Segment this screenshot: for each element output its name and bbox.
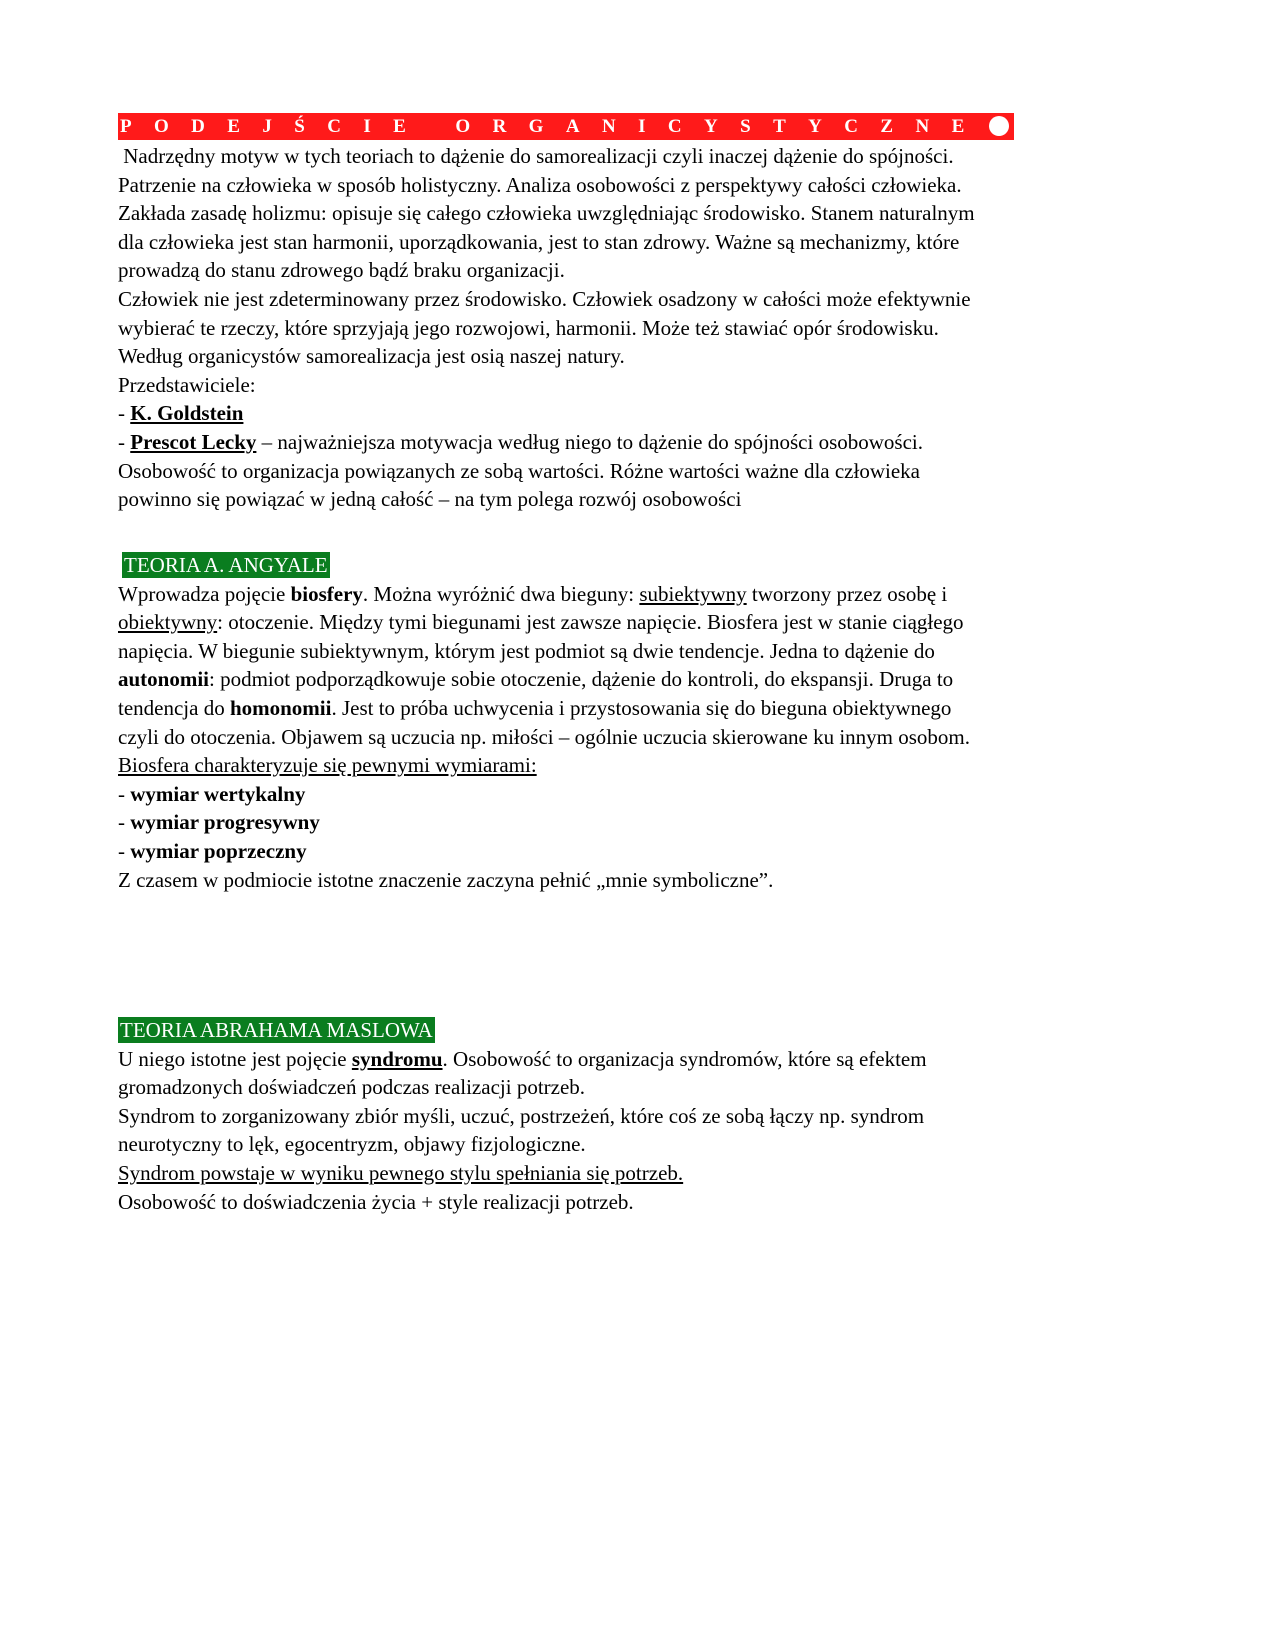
text-line: U niego istotne jest pojęcie syndromu. Osobowość to organizacja syndromów, które są efektem [118,1046,927,1071]
text-line: Syndrom powstaje w wyniku pewnego stylu spełniania się potrzeb. [118,1160,684,1185]
bullet-circle-icon [989,116,1009,136]
representative-goldstein: - K. Goldstein [118,401,244,426]
text-line: Patrzenie na człowieka w sposób holistyczny. Analiza osobowości z perspektywy całości człowieka. [118,172,962,197]
section-title-green: TEORIA A. ANGYALE [124,553,328,577]
text-line: Człowiek nie jest zdeterminowany przez środowisko. Człowiek osadzony w całości może efektywnie [118,286,971,311]
text-line: Wprowadza pojęcie biosfery. Można wyróżnić dwa bieguny: subiektywny tworzony przez osobę i [118,581,948,606]
text-line: Nadrzędny motyw w tych teoriach to dążenie do samorealizacji czyli inaczej dążenie do spójności. [118,144,954,168]
section-title-red: PODEJŚCIE ORGANICYSTYCZNE [118,113,1014,140]
text-line: Biosfera charakteryzuje się pewnymi wymiarami: [118,753,537,778]
text-line: Z czasem w podmiocie istotne znaczenie zaczyna pełnić „mnie symboliczne”. [118,867,774,892]
text-line: Według organicystów samorealizacja jest osią naszej natury. [118,344,625,369]
text-line: napięcia. W biegunie subiektywnym, którym jest podmiot są dwie tendencje. Jedna to dążenie do [118,638,935,663]
section-angyale [118,551,1178,894]
text-line: Syndrom to zorganizowany zbiór myśli, uczuć, postrzeżeń, które coś ze sobą łączy np. syndrom [118,1103,925,1128]
rep-name: K. Goldstein [130,401,244,426]
text-line: dla człowieka jest stan harmonii, uporządkowania, jest to stan zdrowy. Ważne są mechanizmy, które [118,229,960,254]
section-maslow [118,1016,1178,1216]
text-line: powinno się powiązać w jedną całość – na tym polega rozwój osobowości [118,487,742,512]
section-title-green: TEORIA ABRAHAMA MASLOWA [120,1018,433,1042]
section-organicystyczne [118,113,1178,514]
text-line: Osobowość to doświadczenia życia + style realizacji potrzeb. [118,1189,634,1214]
rep-name: Prescot Lecky [130,429,257,454]
text-line: autonomii: podmiot podporządkowuje sobie otoczenie, dążenie do kontroli, do ekspansji. Druga to [118,667,954,692]
text-line: neurotyczny to lęk, egocentryzm, objawy fizjologiczne. [118,1132,586,1157]
dimension-item: - wymiar wertykalny [118,781,306,806]
dimension-item: - wymiar poprzeczny [118,838,307,863]
text-line: Zakłada zasadę holizmu: opisuje się całego człowieka uwzględniając środowisko. Stanem naturalnym [118,201,975,226]
text-line: prowadzą do stanu zdrowego bądź braku organizacji. [118,258,565,283]
representative-lecky: - Prescot Lecky – najważniejsza motywacja według niego to dążenie do spójności osobowości. [118,429,923,454]
text-line: Osobowość to organizacja powiązanych ze sobą wartości. Różne wartości ważne dla człowieka [118,458,920,483]
text-line: Przedstawiciele: [118,372,256,397]
text-line: wybierać te rzeczy, które sprzyjają jego rozwojowi, harmonii. Może też stawiać opór środowisku. [118,315,939,340]
dimension-item: - wymiar progresywny [118,810,320,835]
text-line: czyli do otoczenia. Objawem są uczucia np. miłości – ogólnie uczucia skierowane ku innym osobom. [118,724,971,749]
text-line: tendencja do homonomii. Jest to próba uchwycenia i przystosowania się do bieguna obiektywnego [118,695,952,720]
text-line: obiektywny: otoczenie. Między tymi biegunami jest zawsze napięcie. Biosfera jest w stanie ciągłego [118,610,964,635]
text-line: gromadzonych doświadczeń podczas realizacji potrzeb. [118,1075,586,1100]
